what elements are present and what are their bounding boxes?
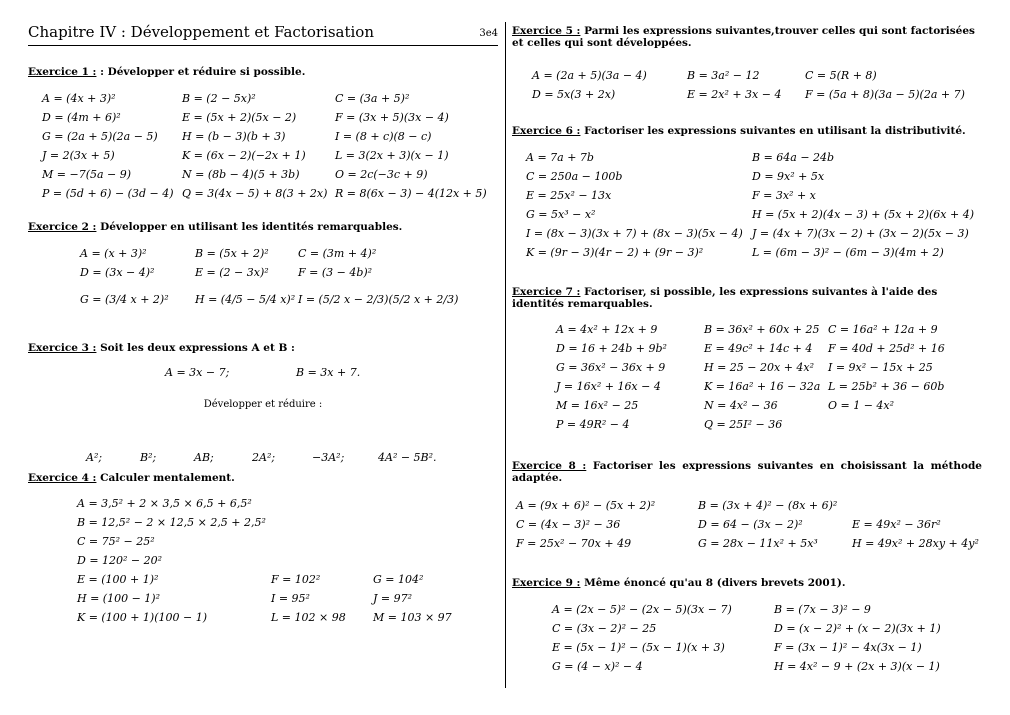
exercise-3-items <box>86 448 437 467</box>
ex7-expr: A = 4x² + 12x + 9 <box>556 323 658 336</box>
exercise-5-instruction: Parmi les expressions suivantes,trouver celles qui sont factorisées et celles qui sont développées. <box>512 25 975 49</box>
column-divider <box>505 22 506 688</box>
exercise-9-grid <box>552 600 941 676</box>
exercise-7-label: Exercice 7 : <box>512 286 581 298</box>
ex7-expr: C = 16a² + 12a + 9 <box>828 323 938 336</box>
ex3-sub-instruction: Développer et réduire : <box>203 399 323 410</box>
ex1-expr: K = (6x − 2)(−2x + 1) <box>182 149 306 162</box>
ex2-expr: G = (3/4 x + 2)² <box>80 292 169 306</box>
ex7-expr: Q = 25I² − 36 <box>704 418 783 431</box>
exercise-2-heading <box>28 221 402 233</box>
ex4-expr: F = 102² <box>271 573 321 586</box>
exercise-4-lines <box>77 494 266 570</box>
ex3-item: AB; <box>194 451 214 464</box>
ex9-expr: A = (2x − 5)² − (2x − 5)(3x − 7) <box>552 603 732 616</box>
class-label: 3e4 <box>479 28 498 39</box>
exercise-5-grid <box>532 66 965 104</box>
ex8-expr: F = 25x² − 70x + 49 <box>516 537 632 550</box>
exercise-8-grid <box>516 496 979 553</box>
ex8-expr: H = 49x² + 28xy + 4y² <box>852 537 979 550</box>
ex9-expr: G = (4 − x)² − 4 <box>552 660 643 673</box>
exercise-9-label: Exercice 9 : <box>512 577 581 589</box>
ex3-item: 2A²; <box>252 451 276 464</box>
ex1-expr: B = (2 − 5x)² <box>182 92 256 105</box>
ex6-expr: I = (8x − 3)(3x + 7) + (8x − 3)(5x − 4) <box>526 227 743 240</box>
exercise-9-heading <box>512 577 846 589</box>
page-title: Chapitre IV : Développement et Factorisation <box>28 23 374 41</box>
ex1-expr: Q = 3(4x − 5) + 8(3 + 2x) <box>182 187 328 200</box>
exercise-8-label: Exercice 8 : <box>512 460 587 472</box>
exercise-8-heading <box>512 460 982 484</box>
title-rule <box>28 45 498 46</box>
ex5-expr: D = 5x(3 + 2x) <box>532 88 616 101</box>
ex1-expr: G = (2a + 5)(2a − 5) <box>42 130 158 143</box>
exercise-7-heading <box>512 286 982 310</box>
ex3-item: −3A²; <box>312 451 345 464</box>
ex3-item: 4A² − 5B². <box>378 451 437 464</box>
ex5-expr: B = 3a² − 12 <box>687 69 760 82</box>
ex5-expr: F = (5a + 8)(3a − 5)(2a + 7) <box>805 88 965 101</box>
ex7-expr: N = 4x² − 36 <box>704 399 778 412</box>
ex5-expr: A = (2a + 5)(3a − 4) <box>532 69 647 82</box>
ex1-expr: J = 2(3x + 5) <box>42 149 115 162</box>
exercise-2-label: Exercice 2 : <box>28 221 97 233</box>
exercise-5-heading <box>512 25 982 49</box>
ex7-expr: B = 36x² + 60x + 25 <box>704 323 820 336</box>
ex1-expr: N = (8b − 4)(5 + 3b) <box>182 168 300 181</box>
ex1-expr: I = (8 + c)(8 − c) <box>335 130 432 143</box>
ex8-expr: D = 64 − (3x − 2)² <box>698 518 803 531</box>
ex3-expression-b: B = 3x + 7. <box>296 366 361 379</box>
exercise-6-instruction: Factoriser les expressions suivantes en utilisant la distributivité. <box>584 125 966 137</box>
ex1-expr: P = (5d + 6) − (3d − 4) <box>42 187 174 200</box>
ex4-expr: H = (100 − 1)² <box>77 592 160 605</box>
ex7-expr: I = 9x² − 15x + 25 <box>828 361 933 374</box>
ex2-expr: D = (3x − 4)² <box>80 266 155 279</box>
ex8-expr: B = (3x + 4)² − (8x + 6)² <box>698 499 838 512</box>
ex4-expr: G = 104² <box>373 573 424 586</box>
ex4-expr: D = 120² − 20² <box>77 554 163 567</box>
ex6-expr: B = 64a − 24b <box>752 151 835 164</box>
ex2-expr: I = (5/2 x − 2/3)(5/2 x + 2/3) <box>298 292 459 306</box>
ex8-expr: G = 28x − 11x² + 5x³ <box>698 537 818 550</box>
exercise-7-grid <box>556 320 945 434</box>
ex2-expr: B = (5x + 2)² <box>195 247 269 260</box>
ex1-expr: E = (5x + 2)(5x − 2) <box>182 111 297 124</box>
ex3-expression-a: A = 3x − 7; <box>165 366 230 379</box>
ex2-expr: E = (2 − 3x)² <box>195 266 269 279</box>
ex6-expr: J = (4x + 7)(3x − 2) + (3x − 2)(5x − 3) <box>752 227 969 240</box>
ex9-expr: D = (x − 2)² + (x − 2)(3x + 1) <box>774 622 941 635</box>
exercise-7-instruction: Factoriser, si possible, les expressions suivantes à l'aide des identités remarquables. <box>512 286 938 310</box>
ex6-expr: C = 250a − 100b <box>526 170 623 183</box>
ex2-expr: A = (x + 3)² <box>80 247 147 260</box>
ex6-expr: L = (6m − 3)² − (6m − 3)(4m + 2) <box>752 246 944 259</box>
exercise-1-grid <box>42 89 487 203</box>
ex4-expr: B = 12,5² − 2 × 12,5 × 2,5 + 2,5² <box>77 516 266 529</box>
ex9-expr: B = (7x − 3)² − 9 <box>774 603 871 616</box>
ex7-expr: D = 16 + 24b + 9b² <box>556 342 667 355</box>
ex6-expr: F = 3x² + x <box>752 189 816 202</box>
ex6-expr: A = 7a + 7b <box>526 151 594 164</box>
ex7-expr: K = 16a² + 16 − 32a <box>704 380 821 393</box>
ex7-expr: F = 40d + 25d² + 16 <box>828 342 945 355</box>
ex4-expr: J = 97² <box>373 592 413 605</box>
ex7-expr: P = 49R² − 4 <box>556 418 630 431</box>
ex7-expr: O = 1 − 4x² <box>828 399 895 412</box>
ex9-expr: H = 4x² − 9 + (2x + 3)(x − 1) <box>774 660 940 673</box>
exercise-4-heading <box>28 472 235 484</box>
ex8-expr: E = 49x² − 36r² <box>852 518 941 531</box>
ex4-expr: L = 102 × 98 <box>271 611 346 624</box>
exercise-2-grid <box>80 244 458 316</box>
ex9-expr: C = (3x − 2)² − 25 <box>552 622 657 635</box>
ex1-expr: D = (4m + 6)² <box>42 111 121 124</box>
ex8-expr: A = (9x + 6)² − (5x + 2)² <box>516 499 656 512</box>
exercise-9-instruction: Même énoncé qu'au 8 (divers brevets 2001). <box>584 577 846 589</box>
ex8-expr: C = (4x − 3)² − 36 <box>516 518 621 531</box>
ex5-expr: E = 2x² + 3x − 4 <box>687 88 782 101</box>
ex4-expr: E = (100 + 1)² <box>77 573 159 586</box>
exercise-3-heading <box>28 342 295 354</box>
ex1-expr: A = (4x + 3)² <box>42 92 116 105</box>
exercise-3-label: Exercice 3 : <box>28 342 97 354</box>
ex6-expr: H = (5x + 2)(4x − 3) + (5x + 2)(6x + 4) <box>752 208 974 221</box>
ex6-expr: E = 25x² − 13x <box>526 189 612 202</box>
ex7-expr: M = 16x² − 25 <box>556 399 639 412</box>
ex1-expr: H = (b − 3)(b + 3) <box>182 130 286 143</box>
ex6-expr: D = 9x² + 5x <box>752 170 825 183</box>
ex5-expr: C = 5(R + 8) <box>805 69 877 82</box>
ex7-expr: E = 49c² + 14c + 4 <box>704 342 813 355</box>
exercise-4-grid <box>77 570 452 627</box>
ex4-expr: C = 75² − 25² <box>77 535 155 548</box>
exercise-2-instruction: Développer en utilisant les identités remarquables. <box>100 221 403 233</box>
ex1-expr: F = (3x + 5)(3x − 4) <box>335 111 449 124</box>
ex4-expr: M = 103 × 97 <box>373 611 452 624</box>
ex1-expr: C = (3a + 5)² <box>335 92 410 105</box>
ex9-expr: F = (3x − 1)² − 4x(3x − 1) <box>774 641 922 654</box>
exercise-5-label: Exercice 5 : <box>512 25 581 37</box>
exercise-4-label: Exercice 4 : <box>28 472 97 484</box>
ex7-expr: J = 16x² + 16x − 4 <box>556 380 661 393</box>
ex3-item: B²; <box>140 451 157 464</box>
ex1-expr: M = −7(5a − 9) <box>42 168 132 181</box>
ex1-expr: R = 8(6x − 3) − 4(12x + 5) <box>335 187 487 200</box>
ex3-item: A²; <box>86 451 103 464</box>
ex7-expr: H = 25 − 20x + 4x² <box>704 361 815 374</box>
ex2-expr: H = (4/5 − 5/4 x)² <box>195 292 296 306</box>
exercise-6-grid <box>526 148 974 262</box>
ex6-expr: K = (9r − 3)(4r − 2) + (9r − 3)² <box>526 246 704 259</box>
ex2-expr: C = (3m + 4)² <box>298 247 377 260</box>
ex7-expr: L = 25b² + 36 − 60b <box>828 380 945 393</box>
ex4-expr: I = 95² <box>271 592 310 605</box>
exercise-8-instruction: Factoriser les expressions suivantes en choisissant la méthode adaptée. <box>512 460 982 484</box>
exercise-1-heading <box>28 66 305 78</box>
exercise-4-instruction: Calculer mentalement. <box>100 472 235 484</box>
exercise-6-heading <box>512 125 966 137</box>
exercise-1-instruction: : Développer et réduire si possible. <box>100 66 306 78</box>
exercise-1-label: Exercice 1 : <box>28 66 97 78</box>
ex6-expr: G = 5x³ − x² <box>526 208 596 221</box>
ex1-expr: L = 3(2x + 3)(x − 1) <box>335 149 449 162</box>
ex4-expr: K = (100 + 1)(100 − 1) <box>77 611 208 624</box>
exercise-6-label: Exercice 6 : <box>512 125 581 137</box>
ex9-expr: E = (5x − 1)² − (5x − 1)(x + 3) <box>552 641 725 654</box>
ex1-expr: O = 2c(−3c + 9) <box>335 168 428 181</box>
ex4-expr: A = 3,5² + 2 × 3,5 × 6,5 + 6,5² <box>77 497 252 510</box>
ex7-expr: G = 36x² − 36x + 9 <box>556 361 666 374</box>
exercise-3-instruction: Soit les deux expressions A et B : <box>100 342 295 354</box>
ex2-expr: F = (3 − 4b)² <box>298 266 373 279</box>
